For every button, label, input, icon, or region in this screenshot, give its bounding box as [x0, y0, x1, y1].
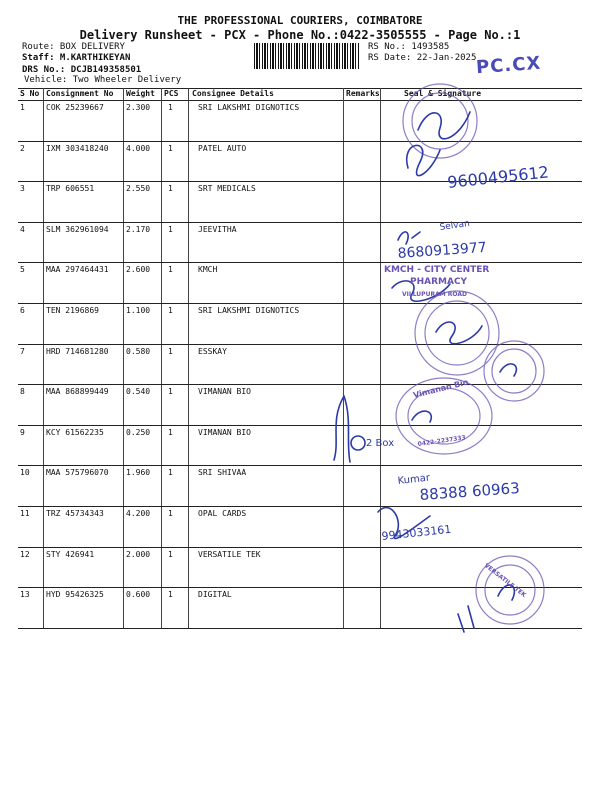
kmch-stamp-line-1: KMCH - CITY CENTER: [384, 265, 490, 275]
column-header-weight: Weight: [126, 89, 155, 98]
rs-number: RS No.: 1493585: [368, 42, 450, 52]
cell-consignment: KCY 61562235: [46, 427, 104, 437]
cell-weight: 2.550: [126, 184, 151, 194]
cell-weight: 4.000: [126, 143, 151, 153]
cell-consignee: KMCH: [198, 265, 218, 275]
cell-sno: 13: [20, 590, 30, 600]
phone-row-4: 8680913977: [397, 239, 488, 262]
cell-consignee: SRI SHIVAA: [198, 468, 247, 478]
cell-consignment: IXM 303418240: [46, 143, 109, 153]
cell-consignee: VIMANAN BIO: [198, 427, 251, 437]
cell-pcs: 1: [168, 509, 173, 518]
cell-weight: 0.250: [126, 427, 151, 437]
signature-2: [407, 145, 440, 175]
signature-1: [418, 112, 470, 139]
signature-4: [398, 232, 420, 244]
cell-pcs: 1: [168, 224, 173, 234]
cell-consignment: HRD 714681280: [46, 346, 109, 356]
count-row-9: 2 Box: [366, 438, 395, 449]
cell-sno: 12: [20, 549, 30, 559]
cell-sno: 3: [20, 184, 25, 194]
cell-sno: 9: [20, 427, 25, 437]
cell-consignee: DIGITAL: [198, 590, 232, 600]
column-header-sno: S No: [20, 89, 40, 98]
name-row-10: Kumar: [397, 472, 431, 487]
name-row-4: Selvan: [439, 218, 471, 233]
cell-consignment: MAA 575796070: [46, 468, 109, 478]
kmch-stamp-line-2: PHARMACY: [410, 277, 468, 287]
pcx-stamp: PC.CX: [475, 52, 542, 79]
cell-sno: 4: [20, 224, 25, 234]
cell-weight: 2.300: [126, 103, 151, 112]
cell-consignment: SLM 362961094: [46, 224, 109, 234]
drs-number: DRS No.: DCJB149358501: [22, 65, 142, 75]
cell-sno: 10: [20, 468, 30, 478]
cell-sno: 2: [20, 143, 25, 153]
count-circle: [351, 436, 365, 450]
cell-pcs: 1: [168, 590, 173, 600]
cell-pcs: 1: [168, 387, 173, 397]
signature-8: [412, 411, 431, 422]
cell-consignee: SRI LAKSHMI DIGNOTICS: [198, 306, 300, 315]
cell-pcs: 1: [168, 306, 173, 315]
cell-consignee: SRI LAKSHMI DIGNOTICS: [198, 103, 300, 112]
kmch-stamp-line-3: VILLUPURAM ROAD: [402, 291, 467, 298]
cell-consignee: PATEL AUTO: [198, 143, 247, 153]
cell-pcs: 1: [168, 184, 173, 194]
cell-consignee: ESSKAY: [198, 346, 227, 356]
column-header-signature: Seal & Signature: [404, 89, 482, 98]
cell-consignee: JEEVITHA: [198, 224, 237, 234]
cell-consignee: VERSATILE TEK: [198, 549, 261, 559]
cell-sno: 8: [20, 387, 25, 397]
brace-mark: [334, 396, 350, 462]
phone-row-10: 88388 60963: [419, 479, 521, 504]
cell-weight: 0.600: [126, 590, 151, 600]
column-header-consignment: Consignment No: [46, 89, 114, 98]
vehicle-label: Vehicle: Two Wheeler Delivery: [24, 75, 182, 85]
signature-13: [458, 606, 474, 632]
cell-pcs: 1: [168, 468, 173, 478]
cell-consignment: TRP 606551: [46, 184, 95, 194]
phone-row-2: 9600495612: [446, 162, 550, 192]
cell-pcs: 1: [168, 346, 173, 356]
cell-weight: 2.170: [126, 224, 151, 234]
cell-weight: 2.600: [126, 265, 151, 275]
cell-consignment: TRZ 45734343: [46, 509, 104, 518]
cell-consignment: COK 25239667: [46, 103, 104, 112]
cell-consignment: HYD 95426325: [46, 590, 104, 600]
cell-pcs: 1: [168, 427, 173, 437]
cell-consignment: TEN 2196869: [46, 306, 99, 315]
seal-stamp-6: [415, 291, 499, 375]
cell-sno: 6: [20, 306, 25, 315]
staff-label: Staff: M.KARTHIKEYAN: [22, 53, 131, 63]
cell-weight: 1.960: [126, 468, 151, 478]
signature-7: [500, 364, 516, 376]
phone-row-11: 9943033161: [380, 522, 452, 543]
cell-pcs: 1: [168, 549, 173, 559]
cell-sno: 1: [20, 103, 25, 112]
vimanan-stamp-label: Vimanan Bio: [412, 377, 470, 400]
column-header-consignee: Consignee Details: [192, 89, 274, 98]
cell-sno: 7: [20, 346, 25, 356]
column-header-remarks: Remarks: [346, 89, 380, 98]
company-name: THE PROFESSIONAL COURIERS, COIMBATORE: [177, 14, 423, 27]
cell-consignee: VIMANAN BIO: [198, 387, 251, 397]
cell-consignment: MAA 868899449: [46, 387, 109, 397]
runsheet-subtitle: Delivery Runsheet - PCX - Phone No.:0422-3505555 - Page No.:1: [79, 28, 521, 42]
column-header-pcs: PCS: [164, 89, 179, 98]
seal-stamp-7: [484, 341, 544, 401]
route-label: Route: BOX DELIVERY: [22, 42, 125, 52]
cell-weight: 4.200: [126, 509, 151, 518]
cell-sno: 11: [20, 509, 30, 518]
cell-consignment: MAA 297464431: [46, 265, 109, 275]
cell-consignment: STY 426941: [46, 549, 95, 559]
cell-pcs: 1: [168, 265, 173, 275]
versatile-stamp-label: VERSATILE TEK: [482, 562, 528, 600]
cell-pcs: 1: [168, 143, 173, 153]
cell-weight: 0.540: [126, 387, 151, 397]
cell-weight: 0.580: [126, 346, 151, 356]
cell-consignee: SRT MEDICALS: [198, 184, 256, 194]
vimanan-stamp-phone: 0422-2237333: [417, 434, 467, 448]
rs-date: RS Date: 22-Jan-2025: [368, 53, 477, 63]
cell-consignee: OPAL CARDS: [198, 509, 247, 518]
cell-weight: 1.100: [126, 306, 151, 315]
cell-pcs: 1: [168, 103, 173, 112]
cell-weight: 2.000: [126, 549, 151, 559]
signature-6: [436, 322, 482, 344]
cell-sno: 5: [20, 265, 25, 275]
